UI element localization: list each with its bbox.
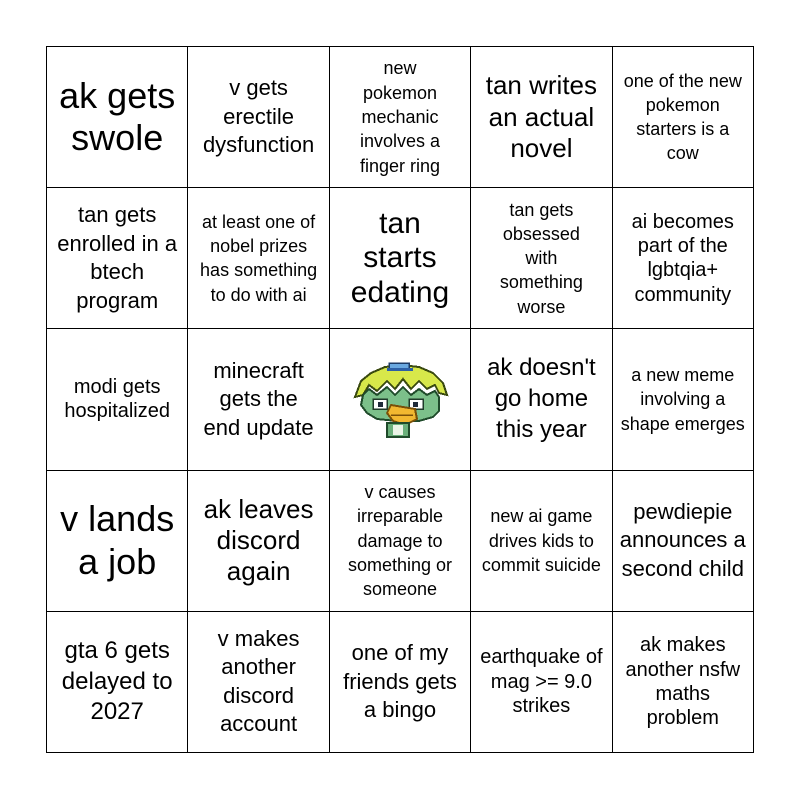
bingo-cell-11[interactable]	[47, 329, 188, 470]
bingo-board	[46, 46, 754, 753]
bingo-cell-text: pewdiepie announces a second child	[619, 498, 746, 581]
bingo-cell-text: tan gets enrolled in a btech program	[57, 202, 178, 313]
bingo-cell-3[interactable]	[330, 47, 471, 188]
bingo-cell-4[interactable]	[471, 47, 612, 188]
bingo-cell-24[interactable]	[471, 612, 612, 753]
bingo-cell-19[interactable]	[471, 471, 612, 612]
bingo-cell-21[interactable]	[47, 612, 188, 753]
bingo-free-space[interactable]	[330, 329, 471, 470]
bingo-cell-text: ai becomes part of the lgbtqia+ community	[631, 210, 734, 306]
bingo-cell-text: v lands a job	[60, 498, 175, 582]
bingo-cell-1[interactable]	[47, 47, 188, 188]
bingo-cell-25[interactable]	[613, 612, 754, 753]
bingo-cell-text: v makes another discord account	[217, 625, 300, 737]
bingo-cell-text: ak doesn't go home this year	[487, 354, 596, 443]
bingo-cell-9[interactable]	[471, 188, 612, 329]
bingo-cell-22[interactable]	[188, 612, 329, 753]
bingo-cell-text: modi gets hospitalized	[64, 376, 170, 423]
bingo-cell-text: gta 6 gets delayed to 2027	[61, 636, 173, 726]
bingo-cell-23[interactable]	[330, 612, 471, 753]
bingo-cell-text: ak makes another nsfw maths problem	[625, 634, 741, 730]
bingo-cell-text: ak leaves discord again	[203, 493, 314, 587]
bingo-cell-text: new ai game drives kids to commit suicide	[481, 506, 601, 575]
bingo-cell-text: v causes irreparable damage to something or someone	[347, 481, 453, 600]
bingo-cell-text: v gets erectile dysfunction	[202, 75, 315, 158]
bingo-cell-text: one of the new pokemon starters is a cow	[623, 70, 742, 164]
bingo-cell-2[interactable]	[188, 47, 329, 188]
bingo-cell-15[interactable]	[613, 329, 754, 470]
bingo-cell-text: at least one of nobel prizes has something to do with ai	[200, 211, 318, 305]
bingo-cell-text: one of my friends gets a bingo	[343, 640, 457, 723]
pixel-duck-character-icon	[347, 359, 453, 439]
bingo-cell-text: a new meme involving a shape emerges	[620, 365, 745, 434]
bingo-cell-8[interactable]	[330, 188, 471, 329]
bingo-cell-text: earthquake of mag >= 9.0 strikes	[480, 646, 603, 718]
bingo-cell-text: tan gets obsessed with something worse	[499, 199, 583, 317]
bingo-cell-17[interactable]	[188, 471, 329, 612]
bingo-cell-text: tan writes an actual novel	[485, 70, 598, 163]
bingo-cell-7[interactable]	[188, 188, 329, 329]
bingo-cell-text: new pokemon mechanic involves a finger ring	[359, 58, 440, 176]
bingo-cell-16[interactable]	[47, 471, 188, 612]
bingo-cell-18[interactable]	[330, 471, 471, 612]
bingo-cell-text: ak gets swole	[59, 74, 176, 159]
bingo-cell-12[interactable]	[188, 329, 329, 470]
bingo-cell-6[interactable]	[47, 188, 188, 329]
bingo-cell-20[interactable]	[613, 471, 754, 612]
bingo-cell-5[interactable]	[613, 47, 754, 188]
bingo-cell-text: minecraft gets the end update	[203, 357, 314, 440]
bingo-cell-10[interactable]	[613, 188, 754, 329]
bingo-cell-14[interactable]	[471, 329, 612, 470]
bingo-cell-text: tan starts edating	[350, 206, 450, 309]
